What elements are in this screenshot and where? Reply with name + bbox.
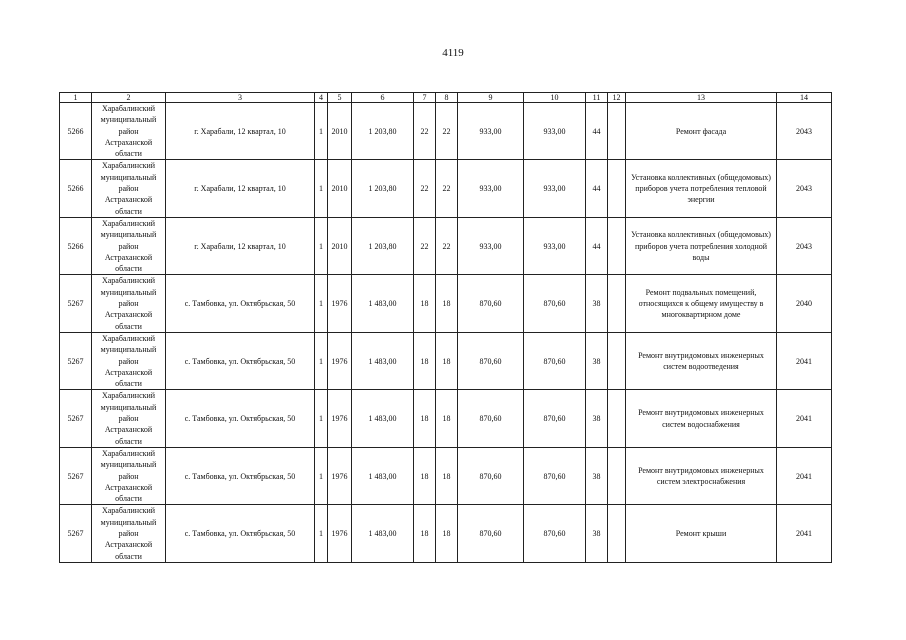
cell: 933,00 (458, 103, 524, 160)
area: 1 483,00 (352, 275, 414, 332)
row-id: 5266 (60, 217, 92, 274)
cell (608, 103, 626, 160)
municipality: Харабалинский муниципальный район Астраханской области (92, 217, 166, 274)
column-number: 2 (92, 93, 166, 103)
cell (608, 447, 626, 504)
repair-type: Ремонт внутридомовых инженерных систем водоснабжения (626, 390, 777, 447)
cell: 870,60 (524, 390, 586, 447)
table-row (60, 103, 832, 160)
table-row (60, 447, 832, 504)
cell: 870,60 (458, 447, 524, 504)
address: с. Тамбовка, ул. Октябрьская, 50 (166, 332, 315, 389)
cell: 18 (414, 390, 436, 447)
cell: 870,60 (458, 390, 524, 447)
column-number: 9 (458, 93, 524, 103)
address: г. Харабали, 12 квартал, 10 (166, 160, 315, 217)
address: с. Тамбовка, ул. Октябрьская, 50 (166, 275, 315, 332)
cell (608, 332, 626, 389)
cell: 1 (315, 160, 328, 217)
repair-type: Установка коллективных (общедомовых) приборов учета потребления тепловой энергии (626, 160, 777, 217)
cell: 933,00 (524, 160, 586, 217)
municipality: Харабалинский муниципальный район Астраханской области (92, 332, 166, 389)
column-number-row (60, 93, 832, 103)
column-number: 11 (586, 93, 608, 103)
row-id: 5266 (60, 160, 92, 217)
planned-year: 2040 (777, 275, 832, 332)
area: 1 483,00 (352, 447, 414, 504)
year: 2010 (328, 160, 352, 217)
planned-year: 2043 (777, 160, 832, 217)
cell: 870,60 (524, 505, 586, 562)
cell (608, 505, 626, 562)
cell: 933,00 (458, 160, 524, 217)
cell (608, 217, 626, 274)
planned-year: 2043 (777, 103, 832, 160)
cell: 18 (414, 447, 436, 504)
planned-year: 2043 (777, 217, 832, 274)
column-number: 10 (524, 93, 586, 103)
cell: 1 (315, 332, 328, 389)
column-number: 7 (414, 93, 436, 103)
cell: 38 (586, 447, 608, 504)
column-number: 1 (60, 93, 92, 103)
cell: 18 (436, 447, 458, 504)
cell: 18 (436, 390, 458, 447)
year: 1976 (328, 275, 352, 332)
area: 1 483,00 (352, 332, 414, 389)
cell: 870,60 (524, 275, 586, 332)
cell (608, 390, 626, 447)
table-row (60, 332, 832, 389)
cell (608, 275, 626, 332)
column-number: 6 (352, 93, 414, 103)
cell: 1 (315, 447, 328, 504)
area: 1 483,00 (352, 390, 414, 447)
cell: 22 (436, 103, 458, 160)
row-id: 5267 (60, 390, 92, 447)
cell: 1 (315, 505, 328, 562)
cell: 44 (586, 217, 608, 274)
area: 1 483,00 (352, 505, 414, 562)
planned-year: 2041 (777, 390, 832, 447)
cell: 38 (586, 390, 608, 447)
address: с. Тамбовка, ул. Октябрьская, 50 (166, 505, 315, 562)
year: 2010 (328, 217, 352, 274)
cell: 18 (436, 332, 458, 389)
table-row (60, 505, 832, 562)
address: с. Тамбовка, ул. Октябрьская, 50 (166, 447, 315, 504)
cell: 18 (414, 332, 436, 389)
cell: 870,60 (458, 505, 524, 562)
cell: 870,60 (524, 332, 586, 389)
municipality: Харабалинский муниципальный район Астраханской области (92, 275, 166, 332)
repair-type: Ремонт фасада (626, 103, 777, 160)
municipality: Харабалинский муниципальный район Астраханской области (92, 160, 166, 217)
cell: 870,60 (458, 332, 524, 389)
page-number: 4119 (442, 47, 464, 59)
cell: 22 (436, 217, 458, 274)
municipality: Харабалинский муниципальный район Астраханской области (92, 505, 166, 562)
column-number: 3 (166, 93, 315, 103)
planned-year: 2041 (777, 447, 832, 504)
cell: 22 (414, 160, 436, 217)
cell: 38 (586, 275, 608, 332)
column-number: 5 (328, 93, 352, 103)
year: 1976 (328, 332, 352, 389)
area: 1 203,80 (352, 103, 414, 160)
column-number: 4 (315, 93, 328, 103)
row-id: 5267 (60, 332, 92, 389)
cell: 933,00 (524, 217, 586, 274)
cell: 870,60 (524, 447, 586, 504)
table-row (60, 217, 832, 274)
cell: 1 (315, 217, 328, 274)
repair-type: Ремонт подвальных помещений, относящихся к общему имуществу в многоквартирном доме (626, 275, 777, 332)
municipality: Харабалинский муниципальный район Астраханской области (92, 103, 166, 160)
year: 1976 (328, 505, 352, 562)
table-row (60, 160, 832, 217)
cell: 44 (586, 160, 608, 217)
cell: 22 (414, 217, 436, 274)
cell: 18 (414, 505, 436, 562)
repair-type: Ремонт внутридомовых инженерных систем электроснабжения (626, 447, 777, 504)
address: с. Тамбовка, ул. Октябрьская, 50 (166, 390, 315, 447)
cell: 18 (414, 275, 436, 332)
column-number: 8 (436, 93, 458, 103)
row-id: 5267 (60, 447, 92, 504)
cell: 18 (436, 505, 458, 562)
address: г. Харабали, 12 квартал, 10 (166, 103, 315, 160)
cell: 1 (315, 390, 328, 447)
planned-year: 2041 (777, 505, 832, 562)
row-id: 5266 (60, 103, 92, 160)
repair-type: Установка коллективных (общедомовых) приборов учета потребления холодной воды (626, 217, 777, 274)
planned-year: 2041 (777, 332, 832, 389)
municipality: Харабалинский муниципальный район Астраханской области (92, 390, 166, 447)
cell: 933,00 (524, 103, 586, 160)
year: 2010 (328, 103, 352, 160)
cell: 870,60 (458, 275, 524, 332)
year: 1976 (328, 447, 352, 504)
area: 1 203,80 (352, 160, 414, 217)
table-row (60, 275, 832, 332)
cell: 38 (586, 505, 608, 562)
year: 1976 (328, 390, 352, 447)
column-number: 14 (777, 93, 832, 103)
municipality: Харабалинский муниципальный район Астраханской области (92, 447, 166, 504)
cell: 1 (315, 275, 328, 332)
column-number: 13 (626, 93, 777, 103)
cell: 18 (436, 275, 458, 332)
column-number: 12 (608, 93, 626, 103)
cell (608, 160, 626, 217)
address: г. Харабали, 12 квартал, 10 (166, 217, 315, 274)
cell: 38 (586, 332, 608, 389)
repair-type: Ремонт внутридомовых инженерных систем водоотведения (626, 332, 777, 389)
row-id: 5267 (60, 275, 92, 332)
cell: 22 (414, 103, 436, 160)
capital-repair-table (59, 92, 832, 563)
cell: 933,00 (458, 217, 524, 274)
cell: 44 (586, 103, 608, 160)
row-id: 5267 (60, 505, 92, 562)
table-row (60, 390, 832, 447)
cell: 1 (315, 103, 328, 160)
cell: 22 (436, 160, 458, 217)
area: 1 203,80 (352, 217, 414, 274)
repair-type: Ремонт крыши (626, 505, 777, 562)
